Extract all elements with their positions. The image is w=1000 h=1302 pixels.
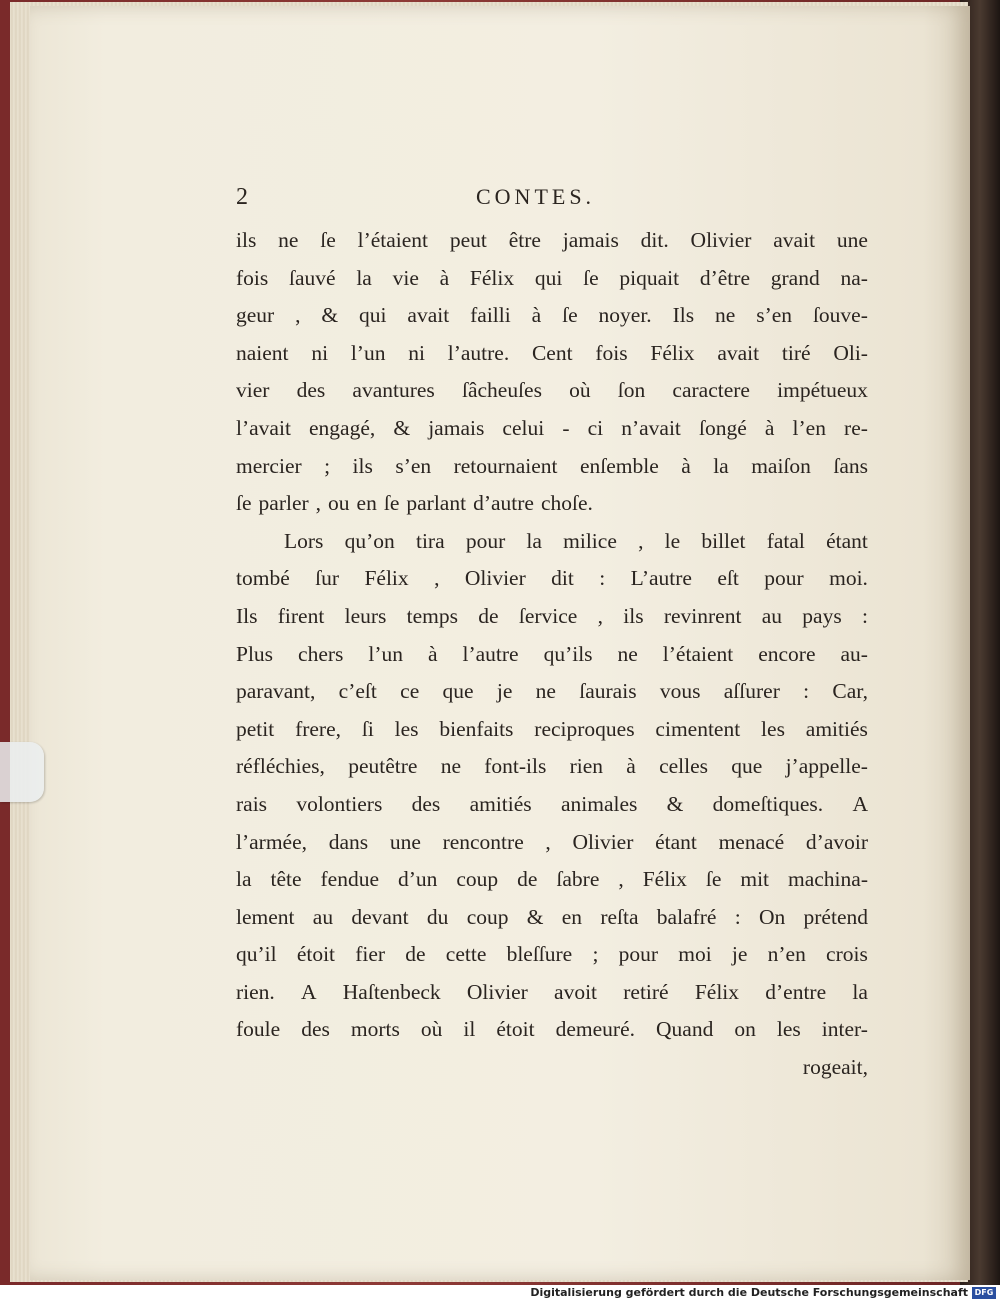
running-head: [236, 184, 876, 214]
body-text: [236, 222, 868, 1087]
text-line: naient ni l’un ni l’autre. Cent fois Félix avait tiré Oli-: [236, 340, 868, 365]
text-line: geur , & qui avait failli à ſe noyer. Ils ne s’en ſouve-: [236, 303, 868, 328]
text-line: tombé ſur Félix , Olivier dit : L’autre eſt pour moi.: [236, 566, 868, 591]
text-line-paragraph-start: Lors qu’on tira pour la milice , le billet fatal étant: [284, 528, 868, 553]
text-line: petit frere, ſi les bienfaits reciproques cimentent les amitiés: [236, 716, 868, 741]
catchword: rogeait,: [802, 1055, 868, 1080]
text-line: réfléchies, peutêtre ne font-ils rien à celles que j’appelle-: [236, 754, 868, 779]
text-line: l’avait engagé, & jamais celui - ci n’avait ſongé à l’en re-: [236, 415, 868, 440]
dfg-logo: DFG: [972, 1287, 996, 1299]
page-number: 2: [236, 184, 248, 210]
text-line: Ils firent leurs temps de ſervice , ils revinrent au pays :: [236, 603, 868, 628]
text-line: vier des avantures ſâcheuſes où ſon caractere impétueux: [236, 378, 868, 403]
text-line: rien. A Haſtenbeck Olivier avoit retiré Félix d’entre la: [236, 979, 868, 1004]
text-line: qu’il étoit fier de cette bleſſure ; pour moi je n’en crois: [236, 942, 868, 967]
text-line: rais volontiers des amitiés animales & domeſtiques. A: [236, 791, 868, 816]
footer-bar: [0, 1285, 1000, 1302]
funding-credit: Digitalisierung gefördert durch die Deutsche Forschungsgemeinschaft: [530, 1286, 968, 1299]
running-title: CONTES.: [476, 184, 596, 209]
text-line: foule des morts où il étoit demeuré. Quand on les inter-: [236, 1017, 868, 1042]
text-line: la tête fendue d’un coup de ſabre , Félix ſe mit machina-: [236, 867, 868, 892]
text-line: mercier ; ils s’en retournaient enſemble à la maiſon ſans: [236, 453, 868, 478]
text-line: l’armée, dans une rencontre , Olivier étant menacé d’avoir: [236, 829, 868, 854]
bookmark-strip: [0, 742, 44, 802]
text-line: Plus chers l’un à l’autre qu’ils ne l’étaient encore au-: [236, 641, 868, 666]
text-line: fois ſauvé la vie à Félix qui ſe piquait d’être grand na-: [236, 265, 868, 290]
text-line: lement au devant du coup & en reſta balafré : On prétend: [236, 904, 868, 929]
text-line: paravant, c’eſt ce que je ne ſaurais vous aſſurer : Car,: [236, 679, 868, 704]
text-line: ſe parler , ou en ſe parlant d’autre choſe.: [236, 491, 593, 516]
text-line: ils ne ſe l’étaient peut être jamais dit. Olivier avait une: [236, 228, 868, 252]
